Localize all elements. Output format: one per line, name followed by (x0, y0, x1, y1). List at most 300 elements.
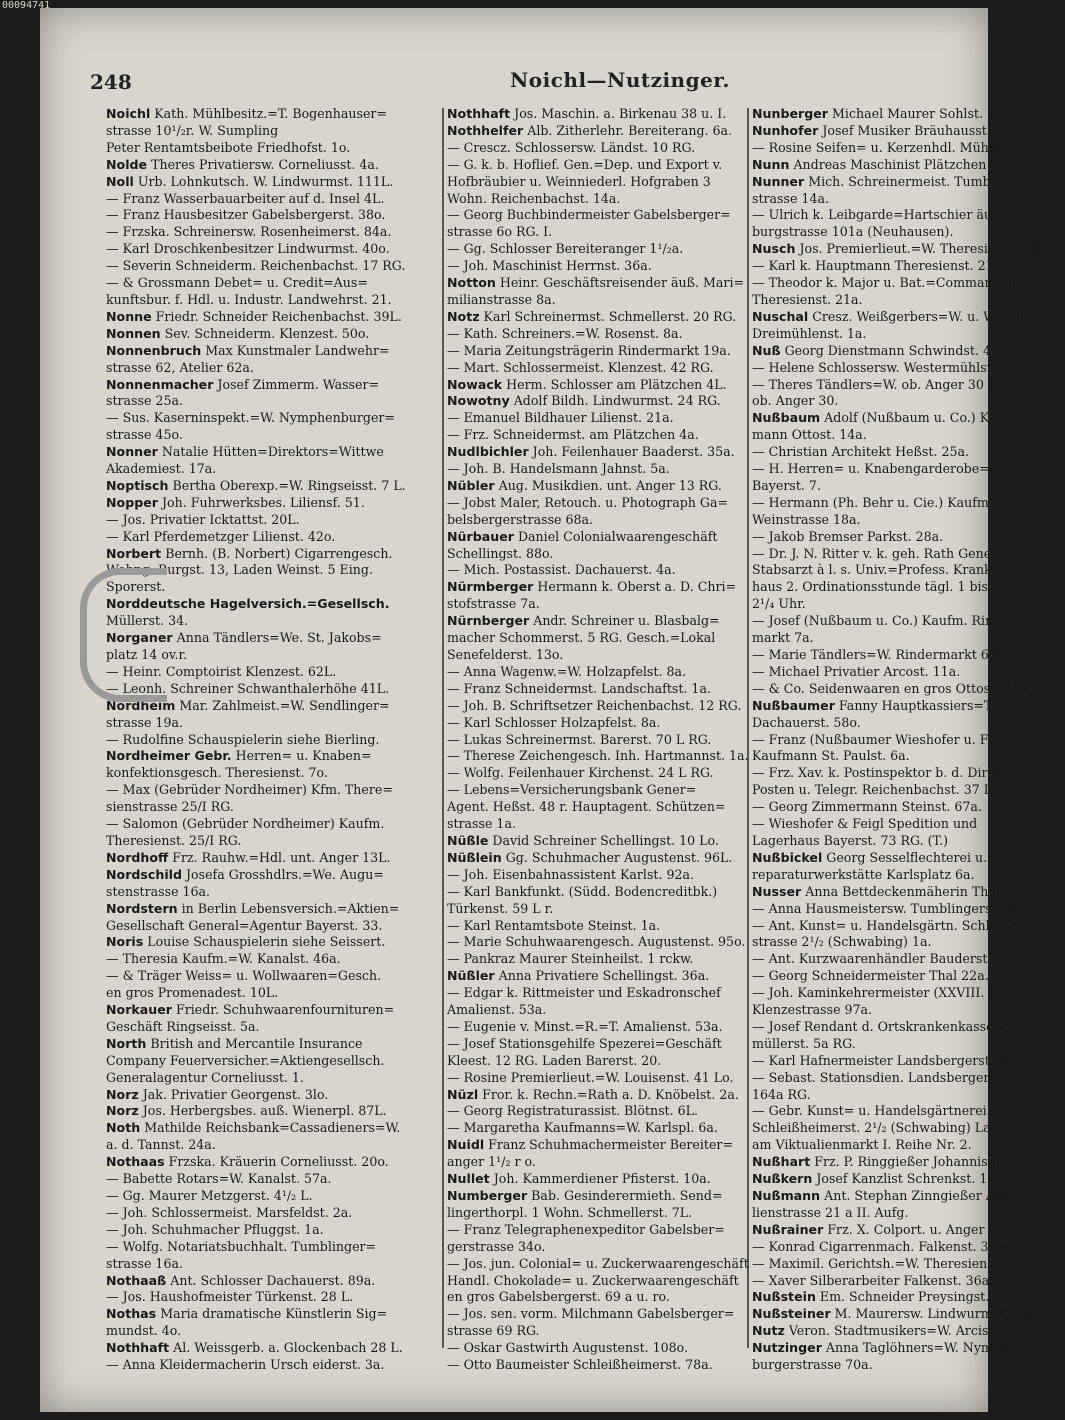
entry-text: mann Ottost. 14a. (752, 427, 867, 443)
entry-surname: Nüßle (447, 832, 489, 848)
entry-text: Bayerst. 7. (752, 477, 821, 493)
entry-text: — Franz Hausbesitzer Gabelsbergerst. 38o. (106, 207, 386, 223)
entry-text: — Georg Zimmermann Steinst. 67a. (752, 799, 982, 815)
entry-text: en gros Promenadest. 10L. (106, 985, 279, 1001)
entry-surname: Nopper (106, 494, 158, 510)
entry-surname: Notz (447, 308, 480, 324)
entry-text: strasse 14a. (752, 190, 829, 206)
entry-text: — Marie Schuhwaarengesch. Augustenst. 95o. (447, 934, 746, 950)
directory-entry-line (447, 410, 747, 427)
entry-text: Jak. Privatier Georgenst. 3lo. (138, 1086, 329, 1102)
entry-surname: Nüzl (447, 1086, 479, 1102)
entry-surname: Noichl (106, 106, 151, 121)
directory-entry-line (752, 156, 1026, 174)
directory-entry-line (447, 157, 747, 174)
entry-text: — Oskar Gastwirth Augustenst. 108o. (447, 1340, 689, 1356)
entry-surname: Nothhaft (447, 106, 511, 121)
directory-entry-line (106, 529, 436, 546)
entry-text: Mich. Schreinermeist. Tumblinger= (804, 173, 1039, 189)
directory-entry-line (447, 968, 747, 985)
entry-text: Friedr. Schneider Reichenbachst. 39L. (151, 308, 402, 324)
entry-text: Bertha Oberexp.=W. Ringseisst. 7 L. (168, 477, 406, 493)
entry-text: — Frz. Xav. k. Postinspektor b. d. Direktion d. (752, 765, 1044, 781)
directory-entry-line (106, 224, 436, 241)
entry-text: — Franz (Nußbaumer Wieshofer u. Feigl) (752, 731, 1017, 747)
directory-entry-line (447, 1053, 747, 1070)
entry-surname: Nußhart (752, 1154, 811, 1170)
directory-entry-line (752, 377, 1020, 394)
directory-entry-line (106, 512, 436, 529)
directory-entry-line (752, 765, 1044, 782)
entry-text: — Joh. B. Handelsmann Jahnst. 5a. (447, 461, 670, 477)
entry-text: — Gg. Schlosser Bereiteranger 1¹/₂a. (447, 241, 684, 257)
directory-entry-line (447, 1019, 747, 1036)
directory-entry-line (752, 1002, 1020, 1019)
directory-entry-line (752, 173, 1039, 191)
entry-text: Gg. Schuhmacher Augustenst. 96L. (501, 849, 733, 865)
entry-text: Hermann k. Oberst a. D. Chri= (533, 579, 737, 595)
entry-text: Aug. Musikdien. unt. Anger 13 RG. (494, 477, 722, 493)
entry-surname: Notton (447, 275, 496, 291)
entry-text: milianstrasse 8a. (447, 291, 556, 307)
entry-surname: Nußbaum (752, 410, 821, 426)
directory-entry-line (106, 1019, 436, 1036)
directory-entry-line (752, 207, 1061, 224)
directory-entry-line (447, 461, 747, 478)
entry-text: — Severin Schneiderm. Reichenbachst. 17 RG. (106, 258, 406, 274)
running-head: Noichl—Nutzinger. (510, 68, 730, 92)
directory-entry-line (752, 732, 1020, 749)
directory-entry-line (106, 1357, 436, 1374)
directory-entry-line (752, 647, 1020, 664)
directory-entry-line (447, 579, 747, 596)
entry-text: lingerthorpl. 1 Wohn. Schmellerst. 7L. (447, 1204, 693, 1220)
entry-text: — Ulrich k. Leibgarde=Hartschier äuß. Bluten= (752, 207, 1061, 223)
entry-text: — Kath. Schreiners.=W. Rosenst. 8a. (447, 325, 683, 341)
entry-text: — Franz Telegraphenexpeditor Gabelsber= (447, 1221, 725, 1237)
entry-text: Cresz. Weißgerbers=W. u. Wäscherin (808, 308, 1050, 324)
entry-text: Akademiest. 17a. (106, 461, 217, 477)
directory-entry-line (106, 816, 436, 833)
entry-text: markt 7a. (752, 630, 814, 646)
entry-text: Friedr. Schuhwaarenfournituren= (172, 1002, 395, 1018)
entry-surname: Nuß (752, 342, 781, 358)
entry-text: — Theresia Kaufm.=W. Kanalst. 46a. (106, 951, 341, 967)
entry-text: — Joh. B. Schriftsetzer Reichenbachst. 12 RG. (447, 697, 742, 713)
entry-text: Herm. Schlosser am Plätzchen 4L. (502, 376, 727, 392)
entry-surname: Nudlbichler (447, 444, 529, 460)
directory-entry-line (447, 123, 747, 140)
entry-text: Handl. Chokolade= u. Zuckerwaarengeschäft (447, 1272, 739, 1288)
directory-entry-line (106, 191, 436, 208)
directory-entry-line (752, 562, 1020, 579)
scan-id: 00094741 (2, 0, 51, 11)
directory-entry-line (752, 1205, 1020, 1222)
entry-text: Senefelderst. 13o. (447, 647, 564, 662)
entry-text: Franz Schuhmachermeister Bereiter= (484, 1137, 733, 1153)
directory-page (40, 8, 1065, 1412)
entry-text: British and Mercantile Insurance (146, 1035, 363, 1051)
entry-surname: Noll (106, 173, 134, 189)
directory-entry-line (752, 326, 1020, 343)
directory-entry-line (447, 562, 747, 579)
directory-entry-line (752, 1188, 1025, 1205)
entry-text: lienstrasse 21 a II. Aufg. (752, 1204, 909, 1220)
directory-entry-line (106, 1188, 436, 1205)
directory-entry-line (752, 1221, 1032, 1239)
directory-entry-line (752, 816, 1020, 833)
directory-entry-line (106, 427, 436, 444)
entry-surname: Numberger (447, 1188, 528, 1203)
entry-surname: Nowack (447, 376, 503, 392)
directory-entry-line (447, 106, 747, 123)
directory-entry-line (447, 512, 747, 529)
entry-surname: Nordschild (106, 866, 182, 882)
directory-entry-line (106, 985, 436, 1002)
directory-entry-line (447, 546, 747, 563)
directory-entry-line (752, 410, 1020, 427)
entry-text: — Dr. J. N. Ritter v. k. geh. Rath General= (752, 545, 1020, 561)
directory-entry-line (106, 715, 436, 732)
entry-text: strasse 16a. (106, 1255, 183, 1271)
directory-entry-line (106, 1070, 436, 1087)
entry-text: — Helene Schlossersw. Westermühlst. 39 RG. (752, 359, 1043, 375)
entry-text: — Lukas Schreinermst. Barerst. 70 L RG. (447, 731, 712, 747)
entry-text: — Konrad Cigarrenmach. Falkenst. 36a. (752, 1238, 1009, 1254)
directory-entry-line (447, 529, 747, 546)
directory-entry-line (447, 833, 747, 850)
entry-text: — G. k. b. Hoflief. Gen.=Dep. und Export v. (447, 156, 723, 172)
entry-text: Türkenst. 59 L r. (447, 900, 554, 916)
entry-text: strasse 2¹/₂ (Schwabing) 1a. (752, 934, 932, 950)
entry-surname: Nonnen (106, 325, 161, 341)
directory-entry-line (752, 1306, 1040, 1323)
directory-entry-line (447, 613, 747, 630)
entry-text: — H. Herren= u. Knabengarderobe=Geschäft (752, 461, 1047, 477)
entry-text: en gros Gabelsbergerst. 69 a u. ro. (447, 1289, 670, 1305)
directory-entry-line (447, 275, 747, 292)
entry-text: Kleest. 12 RG. Laden Barerst. 20. (447, 1052, 662, 1068)
entry-surname: Noth (106, 1120, 141, 1136)
directory-entry-line (447, 393, 747, 410)
directory-entry-line (447, 901, 747, 918)
directory-entry-line (752, 258, 1020, 275)
entry-text: — Wolfg. Notariatsbuchhalt. Tumblinger= (106, 1238, 377, 1254)
directory-entry-line (447, 258, 747, 275)
entry-text: — Josef Rendant d. Ortskrankenkasse V. Z. (752, 1018, 1025, 1034)
directory-entry-line (447, 224, 747, 241)
entry-text: Dachauerst. 58o. (752, 714, 861, 730)
entry-text: Sporerst. (106, 579, 166, 595)
directory-entry-line (106, 377, 436, 394)
directory-entry-line (106, 884, 436, 901)
entry-text: Josef Kanzlist Schrenkst. 18a. (812, 1171, 1007, 1187)
directory-entry-line (106, 157, 436, 174)
directory-entry-line (447, 360, 747, 377)
directory-entry-line (106, 461, 436, 478)
entry-surname: Nußsteiner (752, 1306, 831, 1322)
entry-text: — Sus. Kaserninspekt.=W. Nymphenburger= (106, 410, 395, 426)
directory-entry-line (752, 1154, 1036, 1171)
entry-surname: Nürmberger (447, 579, 534, 595)
entry-text: am Viktualienmarkt I. Reihe Nr. 2. (752, 1137, 972, 1153)
entry-text: — Karl Droschkenbesitzer Lindwurmst. 40o. (106, 241, 390, 257)
entry-text: a. d. Tannst. 24a. (106, 1137, 216, 1153)
entry-surname: Nußstein (752, 1289, 816, 1305)
directory-entry-line (106, 106, 436, 123)
entry-text: Alb. Zitherlehr. Bereiterang. 6a. (523, 122, 733, 138)
directory-entry-line (752, 1087, 1020, 1104)
entry-text: — Margaretha Kaufmanns=W. Karlspl. 6a. (447, 1120, 718, 1136)
directory-entry-line (106, 1306, 436, 1323)
directory-entry-line (447, 748, 747, 765)
directory-entry-line (447, 444, 747, 461)
entry-surname: Nußbickel (752, 849, 823, 865)
entry-text: — Lebens=Versicherungsbank Gener= (447, 782, 697, 798)
directory-entry-line (447, 1289, 747, 1306)
binder-clip (80, 568, 167, 702)
entry-text: Mathilde Reichsbank=Cassadieners=W. (140, 1120, 401, 1136)
directory-entry-line (752, 849, 1043, 867)
entry-text: kunftsbur. f. Hdl. u. Industr. Landwehrst. 21. (106, 291, 392, 307)
entry-text: — Karl Schlosser Holzapfelst. 8a. (447, 714, 661, 730)
entry-text: Fror. k. Rechn.=Rath a. D. Knöbelst. 2a. (478, 1086, 739, 1102)
directory-entry-line (752, 1137, 1020, 1154)
entry-text: Hofbräubier u. Weinniederl. Hofgraben 3 (447, 173, 711, 189)
entry-text: — Mich. Postassist. Dachauerst. 4a. (447, 562, 676, 578)
entry-text: — Ant. Kunst= u. Handelsgärtn. Schleißheimer= (752, 917, 1065, 933)
directory-entry-line (752, 664, 1020, 681)
directory-entry-line (447, 1120, 747, 1137)
directory-entry-line (106, 174, 436, 191)
entry-surname: North (106, 1035, 147, 1051)
directory-entry-line (752, 292, 1020, 309)
entry-text: Joh. Fuhrwerksbes. Liliensf. 51. (157, 494, 365, 510)
entry-surname: Nüßler (447, 968, 495, 984)
column-2 (447, 106, 747, 1386)
directory-entry-line (106, 140, 436, 157)
directory-entry-line (752, 1120, 1020, 1137)
column-3 (752, 106, 1065, 1386)
directory-entry-line (447, 1087, 747, 1104)
entry-text: Ant. Schlosser Dachauerst. 89a. (166, 1272, 376, 1288)
directory-entry-line (752, 596, 1020, 613)
directory-entry-line (106, 1205, 436, 1222)
entry-text: — Rosine Premierlieut.=W. Louisenst. 41 Lo. (447, 1069, 734, 1085)
entry-text: — Wieshofer & Feigl Spedition und (752, 816, 978, 832)
directory-entry-line (447, 1273, 747, 1290)
directory-entry-line (752, 1289, 1037, 1306)
directory-entry-line (752, 1340, 1036, 1357)
directory-entry-line (447, 292, 747, 309)
directory-entry-line (106, 1256, 436, 1273)
entry-text: — Karl k. Hauptmann Theresienst. 21a. (752, 258, 1006, 274)
directory-entry-line (447, 867, 747, 884)
entry-text: — Georg Buchbindermeister Gabelsberger= (447, 207, 731, 223)
directory-entry-line (106, 393, 436, 410)
directory-entry-line (447, 1239, 747, 1256)
directory-entry-line (752, 529, 1020, 546)
entry-text: Andreas Maschinist Plätzchen 2 RG. (789, 156, 1026, 172)
directory-entry-line (752, 900, 1037, 918)
entry-text: Kath. Mühlbesitz.=T. Bogenhauser= (150, 106, 388, 121)
directory-entry-line (106, 1273, 436, 1290)
entry-surname: Nußrainer (752, 1221, 824, 1237)
entry-text: — Anna Hausmeistersw. Tumblingerst. 12 L. (752, 900, 1037, 916)
entry-text: — Emanuel Bildhauer Lilienst. 21a. (447, 410, 674, 426)
directory-entry-line (106, 833, 436, 850)
directory-entry-line (106, 326, 436, 343)
directory-entry-line (106, 1053, 436, 1070)
directory-entry-line (752, 951, 1023, 968)
entry-surname: Nonnenbruch (106, 342, 202, 358)
directory-entry-line (106, 275, 436, 292)
entry-text: — Franz Wasserbauarbeiter auf d. Insel 4L. (106, 190, 385, 206)
directory-entry-line (447, 343, 747, 360)
directory-entry-line (752, 359, 1043, 377)
directory-entry-line (752, 680, 1031, 698)
entry-text: Frzska. Kräuerin Corneliusst. 20o. (164, 1154, 389, 1170)
entry-text: Gesellschaft General=Agentur Bayerst. 33. (106, 917, 383, 933)
entry-text: belsbergerstrasse 68a. (447, 511, 594, 527)
entry-surname: Nutzinger (752, 1340, 822, 1356)
directory-entry-line (447, 207, 747, 224)
directory-entry-line (752, 715, 1020, 732)
directory-entry-line (106, 444, 436, 461)
entry-text: Georg Sesselflechterei u. Sessel= (822, 849, 1043, 865)
directory-entry-line (106, 292, 436, 309)
entry-text: — Wolfg. Feilenhauer Kirchenst. 24 L RG. (447, 765, 714, 781)
directory-entry-line (447, 241, 747, 258)
directory-entry-line (106, 934, 436, 951)
directory-entry-line (752, 308, 1050, 326)
directory-entry-line (447, 1171, 747, 1188)
directory-entry-line (106, 1239, 436, 1256)
directory-entry-line (447, 1222, 747, 1239)
directory-entry-line (752, 427, 1020, 444)
directory-entry-line (752, 579, 1020, 596)
entry-text: — Edgar k. Rittmeister und Eskadronschef (447, 985, 721, 1001)
entry-text: Anna Privatiere Schellingst. 36a. (494, 968, 710, 984)
directory-entry-line (752, 883, 1032, 901)
entry-text: Louise Schauspielerin siehe Seissert. (143, 934, 386, 950)
entry-surname: Nowotny (447, 393, 510, 409)
entry-surname: Nonne (106, 308, 152, 324)
entry-surname: Nußkern (752, 1171, 813, 1187)
entry-text: — Frz. Schneidermst. am Plätzchen 4a. (447, 427, 699, 443)
entry-text: M. Maurersw. Lindwurmst. 91a. (830, 1306, 1040, 1322)
entry-text: Anna Taglöhners=W. Nymphen= (821, 1340, 1036, 1356)
entry-text: — Ant. Kurzwaarenhändler Bauderst. 35o. (752, 951, 1023, 967)
entry-text: mundst. 4o. (106, 1323, 182, 1339)
entry-text: strasse 10¹/₂r. W. Sumpling (106, 122, 279, 138)
entry-text: Josef Zimmerm. Wasser= (213, 376, 380, 392)
directory-entry-line (447, 596, 747, 613)
directory-entry-line (106, 123, 436, 140)
entry-text: Generalagentur Corneliusst. 1. (106, 1069, 304, 1085)
directory-entry-line (447, 1154, 747, 1171)
entry-text: — & Co. Seidenwaaren en gros Ottost. 14a. (752, 680, 1031, 696)
directory-entry-line (447, 174, 747, 191)
directory-entry-line (447, 884, 747, 901)
directory-entry-line (447, 191, 747, 208)
entry-text: — Gg. Maurer Metzgerst. 4¹/₂ L. (106, 1188, 313, 1203)
directory-entry-line (447, 816, 747, 833)
entry-surname: Nothas (106, 1306, 157, 1322)
entry-text: 2¹/₄ Uhr. (752, 596, 806, 612)
entry-text: — Karl Pferdemetzger Lilienst. 42o. (106, 528, 336, 544)
entry-text: — Michael Privatier Arcost. 11a. (752, 663, 961, 679)
directory-entry-line (752, 461, 1047, 478)
directory-entry-line (752, 985, 1020, 1002)
entry-text: Schleißheimerst. 2¹/₂ (Schwabing) Laden (752, 1120, 1015, 1136)
entry-surname: Nunberger (752, 106, 829, 121)
entry-text: Ant. Stephan Zinngießer Ama= (820, 1188, 1025, 1203)
directory-entry-line (752, 478, 1020, 495)
entry-text: — Sebast. Stationsdien. Landsbergerstrasse (752, 1069, 1035, 1085)
entry-surname: Nunn (752, 156, 790, 172)
entry-surname: Nuschal (752, 308, 809, 324)
entry-surname: Noptisch (106, 477, 169, 493)
directory-entry-line (752, 917, 1065, 935)
entry-text: — Karl Bankfunkt. (Südd. Bodencreditbk.) (447, 883, 718, 899)
directory-entry-line (447, 1340, 747, 1357)
directory-entry-line (106, 1137, 436, 1154)
entry-surname: Nothaas (106, 1154, 165, 1170)
column-divider (442, 108, 444, 1348)
entry-text: — Jos. Haushofmeister Türkenst. 28 L. (106, 1289, 354, 1305)
directory-entry-line (447, 1357, 747, 1374)
directory-entry-line (752, 1357, 1020, 1374)
entry-text: Joh. Feilenhauer Baaderst. 35a. (528, 444, 735, 460)
directory-entry-line (752, 495, 1020, 512)
directory-entry-line (447, 1306, 747, 1323)
entry-surname: Nusch (752, 241, 796, 257)
entry-surname: Norz (106, 1086, 139, 1102)
entry-text: — Babette Rotars=W. Kanalst. 57a. (106, 1171, 332, 1187)
directory-entry-line (447, 495, 747, 512)
entry-text: — Rudolfine Schauspielerin siehe Bierling. (106, 731, 380, 747)
entry-text: Dreimühlenst. 1a. (752, 325, 867, 341)
directory-entry-line (106, 309, 436, 326)
directory-entry-line (106, 748, 436, 765)
directory-entry-line (447, 985, 747, 1002)
directory-entry-line (447, 951, 747, 968)
entry-text: Al. Weissgerb. a. Glockenbach 28 L. (169, 1340, 403, 1356)
entry-text: strasse 25a. (106, 393, 183, 409)
entry-text: Frz. Rauhw.=Hdl. unt. Anger 13L. (168, 849, 391, 865)
entry-text: — Frzska. Schreinersw. Rosenheimerst. 84a. (106, 224, 392, 240)
directory-entry-line (752, 782, 1020, 799)
entry-text: Fanny Hauptkassiers=Tochter (834, 697, 1033, 713)
directory-entry-line (752, 748, 1020, 765)
directory-entry-line (447, 647, 747, 664)
entry-text: konfektionsgesch. Theresienst. 7o. (106, 765, 328, 781)
entry-text: Herren= u. Knaben= (231, 748, 372, 764)
entry-text: — Crescz. Schlossersw. Ländst. 10 RG. (447, 139, 696, 155)
directory-entry-line (752, 867, 1020, 884)
directory-entry-line (752, 1018, 1025, 1036)
entry-text: — & Träger Weiss= u. Wollwaaren=Gesch. (106, 968, 382, 984)
directory-entry-line (106, 1002, 436, 1019)
directory-entry-line (752, 1273, 1020, 1290)
directory-entry-line (752, 224, 1020, 241)
entry-text: — Anna Wagenw.=W. Holzapfelst. 8a. (447, 663, 686, 679)
directory-entry-line (106, 360, 436, 377)
entry-text: stenstrasse 16a. (106, 883, 211, 899)
entry-surname: Norbert (106, 545, 162, 561)
entry-surname: Nothaaß (106, 1272, 167, 1288)
